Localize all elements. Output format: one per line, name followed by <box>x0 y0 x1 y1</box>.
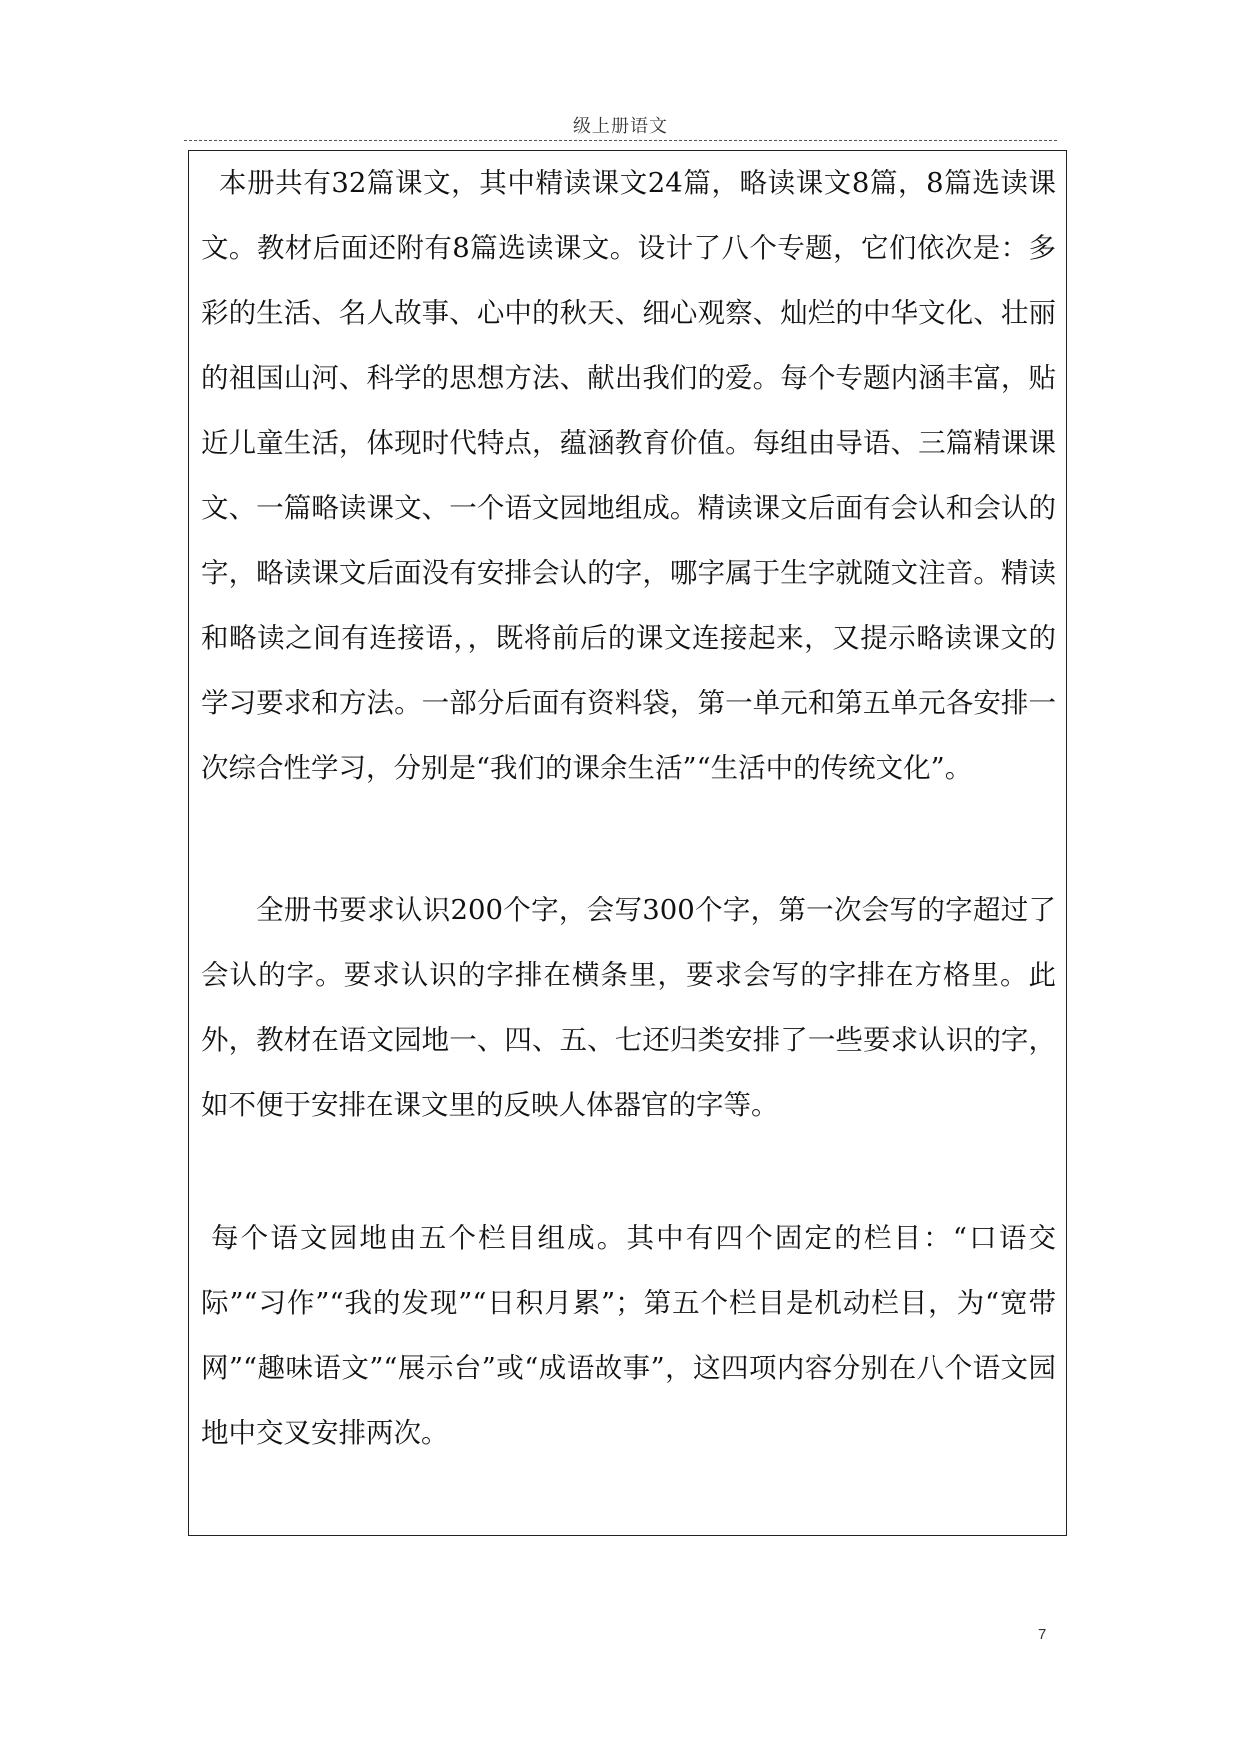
paragraph-language-garden: 每个语文园地由五个栏目组成。其中有四个固定的栏目：“口语交际”“习作”“我的发现”“日积月累”；第五个栏目是机动栏目，为“宽带网”“趣味语文”“展示台”或“成语故事”，这四项内容分别在八个语文园地中交叉安排两次。 <box>201 1222 1056 1449</box>
paragraph-overview: 本册共有32篇课文，其中精读课文24篇，略读课文8篇，8篇选读课文。教材后面还附有8篇选读课文。设计了八个专题，它们依次是：多彩的生活、名人故事、心中的秋天、细心观察、灿烂的中华文化、壮丽的祖国山河、科学的思想方法、献出我们的爱。每个专题内涵丰富，贴近儿童生活，体现时代特点，蕴涵教育价值。每组由导语、三篇精课课文、一篇略读课文、一个语文园地组成。精读课文后面有会认和会认的字，略读课文后面没有安排会认的字，哪字属于生字就随文注音。精读和略读之间有连接语，，既将前后的课文连接起来，又提示略读课文的学习要求和方法。一部分后面有资料袋，第一单元和第五单元各安排一次综合性学习，分别是“我们的课余生活”“生活中的传统文化”。 <box>201 167 1056 784</box>
page-number: 7 <box>1038 1626 1047 1643</box>
paragraph-characters: 全册书要求认识200个字，会写300个字，第一次会写的字超过了会认的字。要求认识的字排在横条里，要求会写的字排在方格里。此外，教材在语文园地一、四、五、七还归类安排了一些要求认识的字，如不便于安排在课文里的反映人体器官的字等。 <box>201 894 1056 1121</box>
content-box <box>188 150 1067 1536</box>
page-header-title: 级上册语文 <box>573 116 668 137</box>
header-divider <box>184 140 1057 141</box>
